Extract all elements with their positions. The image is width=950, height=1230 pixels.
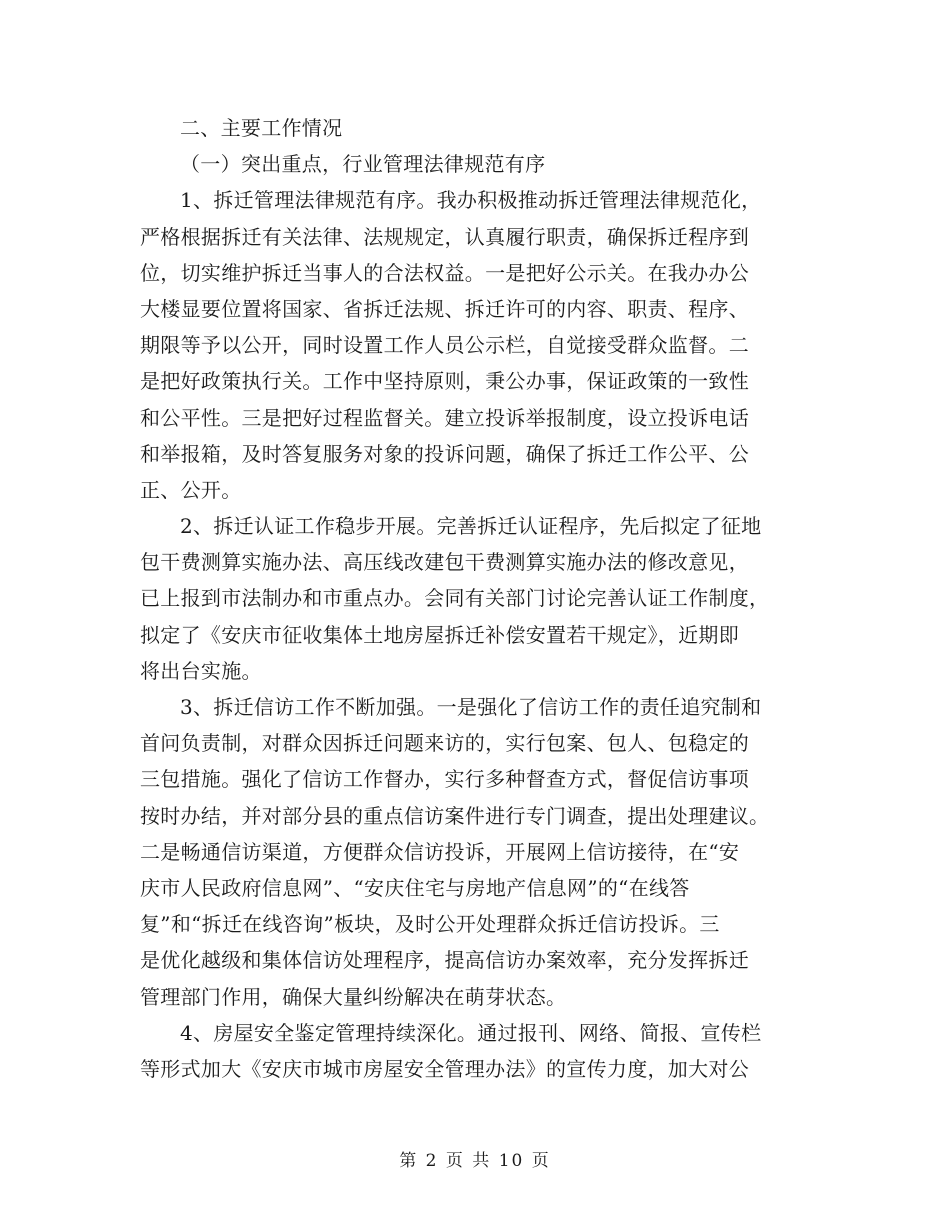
- paragraph-3-line-5: 二是畅通信访渠道，方便群众信访投诉，开展网上信访接待，在“安: [140, 839, 740, 864]
- paragraph-2-line-3: 已上报到市法制办和市重点办。会同有关部门讨论完善认证工作制度，: [140, 586, 770, 611]
- paragraph-1-line-7: 和公平性。三是把好过程监督关。建立投诉举报制度，设立投诉电话: [140, 405, 749, 430]
- paragraph-1-line-9: 正、公开。: [140, 477, 242, 502]
- paragraph-3-line-1: 3、拆迁信访工作不断加强。一是强化了信访工作的责任追究制和: [180, 695, 762, 719]
- paragraph-3-line-8: 是优化越级和集体信访处理程序，提高信访办案效率，充分发挥拆迁: [140, 948, 749, 973]
- paragraph-2-line-5: 将出台实施。: [140, 658, 262, 683]
- paragraph-3-line-3: 三包措施。强化了信访工作督办，实行多种督查方式，督促信访事项: [140, 767, 749, 792]
- paragraph-1-line-2: 严格根据拆迁有关法律、法规规定，认真履行职责，确保拆迁程序到: [140, 224, 749, 249]
- paragraph-2-line-1: 2、拆迁认证工作稳步开展。完善拆迁认证程序，先后拟定了征地: [180, 514, 762, 539]
- paragraph-1-line-6: 是把好政策执行关。工作中坚持原则，秉公办事，保证政策的一致性: [140, 369, 749, 394]
- section-heading: 二、主要工作情况: [180, 116, 343, 140]
- paragraph-3-line-4: 按时办结，并对部分县的重点信访案件进行专门调查，提出处理建议。: [140, 803, 770, 828]
- paragraph-3-line-9: 管理部门作用，确保大量纠纷解决在萌芽状态。: [140, 984, 567, 1009]
- paragraph-4-line-1: 4、房屋安全鉴定管理持续深化。通过报刊、网络、简报、宣传栏: [180, 1020, 762, 1045]
- paragraph-1-line-8: 和举报箱，及时答复服务对象的投诉问题，确保了拆迁工作公平、公: [140, 441, 749, 466]
- paragraph-2-line-4: 拟定了《安庆市征收集体土地房屋拆迁补偿安置若干规定》，近期即: [140, 622, 739, 647]
- paragraph-1-line-1: 1、拆迁管理法律规范有序。我办积极推动拆迁管理法律规范化，: [180, 188, 762, 213]
- paragraph-2-line-2: 包干费测算实施办法、高压线改建包干费测算实施办法的修改意见，: [140, 550, 749, 575]
- paragraph-3-line-7: 复”和“拆迁在线咨询”板块，及时公开处理群众拆迁信访投诉。三: [140, 912, 720, 937]
- subsection-heading: （一）突出重点，行业管理法律规范有序: [180, 152, 546, 177]
- document-body: [140, 110, 805, 1087]
- paragraph-3-line-2: 首问负责制，对群众因拆迁问题来访的，实行包案、包人、包稳定的: [140, 731, 749, 756]
- paragraph-1-line-3: 位，切实维护拆迁当事人的合法权益。一是把好公示关。在我办办公: [140, 260, 749, 285]
- paragraph-1-line-4: 大楼显要位置将国家、省拆迁法规、拆迁许可的内容、职责、程序、: [140, 296, 749, 321]
- paragraph-1-line-5: 期限等予以公开，同时设置工作人员公示栏，自觉接受群众监督。二: [140, 333, 749, 358]
- page-number-footer: 第 2 页 共 10 页: [399, 1151, 551, 1171]
- paragraph-3-line-6: 庆市人民政府信息网”、“安庆住宅与房地产信息网”的“在线答: [140, 875, 690, 900]
- paragraph-4-line-2: 等形式加大《安庆市城市房屋安全管理办法》的宣传力度，加大对公: [140, 1056, 749, 1081]
